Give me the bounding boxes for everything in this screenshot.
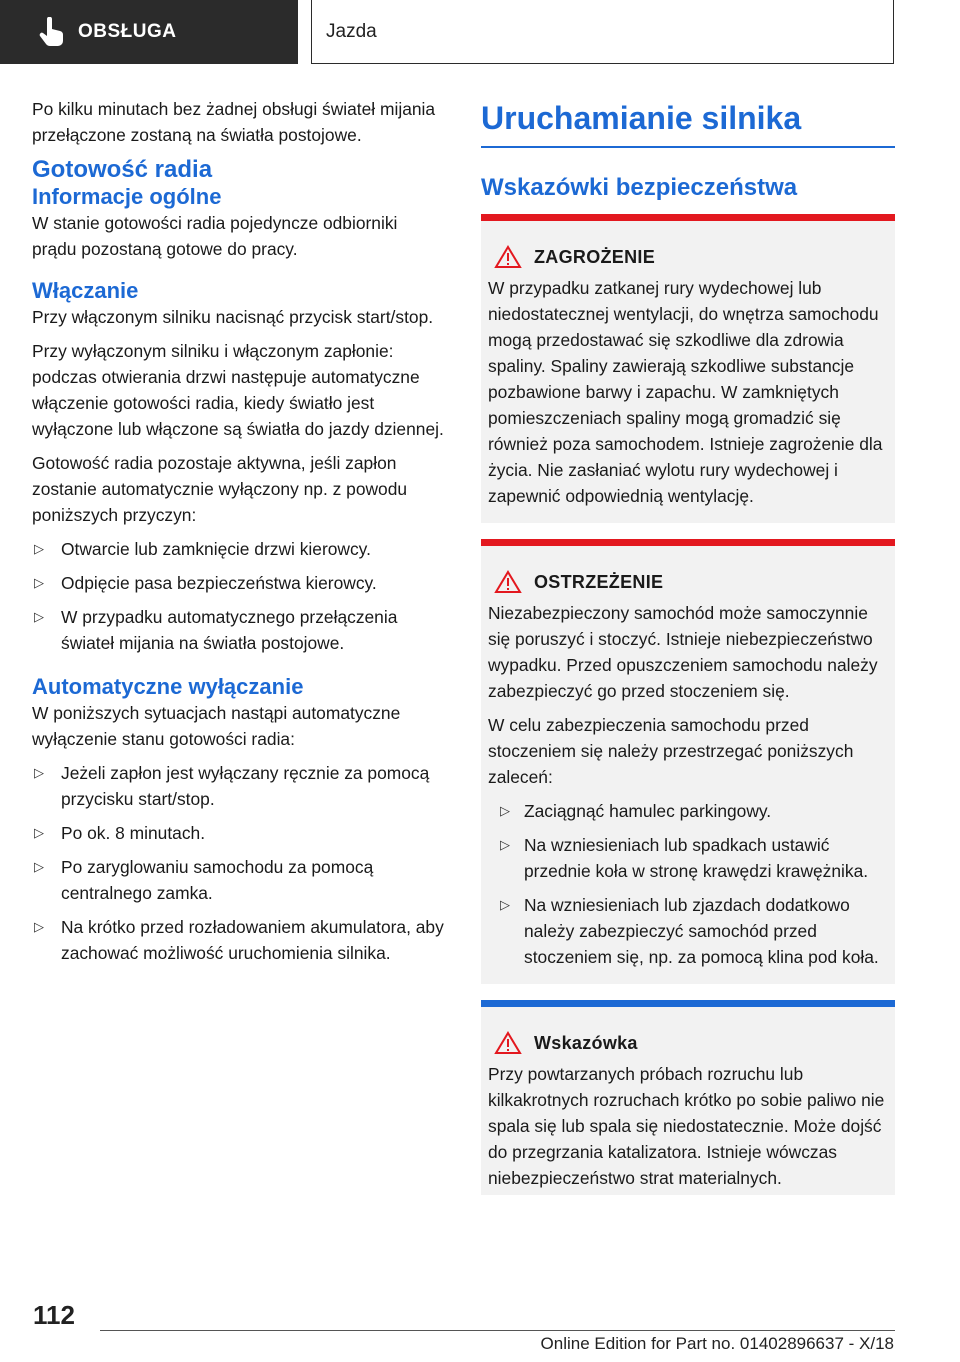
right-column <box>481 100 895 1211</box>
triangle-bullet-icon: ▷ <box>500 803 510 818</box>
triangle-bullet-icon: ▷ <box>34 825 44 840</box>
list-item: ▷ Jeżeli zapłon jest wyłączany ręcznie za pomocą przycisku start/stop. <box>32 760 444 812</box>
warning-box <box>481 539 895 984</box>
footer-divider <box>100 1330 895 1331</box>
warning-triangle-icon <box>494 570 522 594</box>
engine-start-heading: Uruchamianie silnika <box>481 100 895 148</box>
switch-on-p3: Gotowość radia pozostaje aktywna, jeśli zapłon zostanie automatycznie wyłączony np. z powodu poniższych przyczyn: <box>32 453 408 525</box>
danger-box <box>481 214 895 523</box>
intro-paragraph: Po kilku minutach bez żadnej obsługi świateł mijania przełączone zostaną na światła postojowe. <box>32 99 436 145</box>
general-info-text: W stanie gotowości radia pojedyncze odbiorniki prądu pozostaną gotowe do pracy. <box>32 213 398 259</box>
list-item: ▷ Otwarcie lub zamknięcie drzwi kierowcy. <box>32 536 444 562</box>
list-item: ▷ Zaciągnąć hamulec parkingowy. <box>488 798 887 824</box>
chapter-tab[interactable] <box>311 0 894 64</box>
auto-off-list <box>32 760 444 966</box>
list-item: ▷ Odpięcie pasa bezpieczeństwa kierowcy. <box>32 570 444 596</box>
triangle-bullet-icon: ▷ <box>500 897 510 912</box>
warning-triangle-icon <box>494 1031 522 1055</box>
edition-footer: Online Edition for Part no. 01402896637 - X/18 <box>540 1334 894 1353</box>
note-text: Przy powtarzanych próbach rozruchu lub kilkakrotnych rozruchach krótko po sobie paliwo nie spala się lub spala się niedostatecznie. Może dojść do przegrzania katalizatora. Istnieje wówczas niebezpieczeństwo strat materialnych. <box>488 1064 885 1188</box>
auto-off-heading: Automatyczne wyłączanie <box>32 674 304 699</box>
general-info-heading: Informacje ogólne <box>32 184 222 209</box>
switch-on-list <box>32 536 444 656</box>
warning-text-2: W celu zabezpieczenia samochodu przed stoczeniem się należy przestrzegać poniższych zaleceń: <box>488 715 854 787</box>
triangle-bullet-icon: ▷ <box>34 765 44 780</box>
triangle-bullet-icon: ▷ <box>34 859 44 874</box>
note-title: Wskazówka <box>534 1032 638 1053</box>
list-item: ▷ W przypadku automatycznego przełączenia świateł mijania na światła postojowe. <box>32 604 444 656</box>
list-item: ▷ Po zaryglowaniu samochodu za pomocą centralnego zamka. <box>32 854 444 906</box>
switch-on-heading: Włączanie <box>32 278 139 303</box>
triangle-bullet-icon: ▷ <box>34 919 44 934</box>
triangle-bullet-icon: ▷ <box>34 575 44 590</box>
chapter-tab-label: Jazda <box>326 20 377 42</box>
safety-heading: Wskazówki bezpieczeństwa <box>481 174 798 201</box>
section-tab-label: OBSŁUGA <box>78 21 177 42</box>
page-number: 112 <box>33 1300 75 1330</box>
list-item: ▷ Na krótko przed rozładowaniem akumulatora, aby zachować możliwość uruchomienia silnika. <box>32 914 444 966</box>
danger-title: ZAGROŻENIE <box>534 246 656 267</box>
list-item: ▷ Po ok. 8 minutach. <box>32 820 444 846</box>
warning-triangle-icon <box>494 245 522 269</box>
list-item: ▷ Na wzniesieniach lub spadkach ustawić przednie koła w stronę krawędzi krawężnika. <box>488 832 887 884</box>
warning-list <box>488 798 887 970</box>
switch-on-p2: Przy wyłączonym silniku i włączonym zapłonie: podczas otwierania drzwi następuje automatyczne włączenie gotowości radia, kiedy światło jest wyłączone lub włączone są światła do jazdy dziennej. <box>32 341 444 439</box>
hand-pointer-icon <box>38 17 66 47</box>
danger-text: W przypadku zatkanej rury wydechowej lub niedostatecznej wentylacji, do wnętrza samochodu mogą przedostawać się szkodliwe dla zdrowia spaliny. Spaliny zawierają szkodliwe substancje pozbawione barwy i zapachu. W zamkniętych pomieszczeniach spaliny mogą gromadzić się również poza samochodem. Istnieje zagrożenie dla życia. Nie zasłaniać wylotu rury wydechowej i zapewnić odpowiednią wentylację. <box>488 278 883 506</box>
triangle-bullet-icon: ▷ <box>500 837 510 852</box>
list-item: ▷ Na wzniesieniach lub zjazdach dodatkowo należy zabezpieczyć samochód przed stoczeniem się, np. za pomocą klina pod koła. <box>488 892 887 970</box>
auto-off-text: W poniższych sytuacjach nastąpi automatyczne wyłączenie stanu gotowości radia: <box>32 703 401 749</box>
switch-on-p1: Przy włączonym silniku nacisnąć przycisk start/stop. <box>32 307 434 327</box>
warning-text-1: Niezabezpieczony samochód może samoczynnie się poruszyć i stoczyć. Istnieje niebezpieczeństwo wypadku. Przed opuszczeniem samochodu należy zabezpieczyć go przed stoczeniem się. <box>488 603 878 701</box>
section-tab[interactable] <box>0 0 298 64</box>
left-column <box>32 96 444 974</box>
triangle-bullet-icon: ▷ <box>34 541 44 556</box>
triangle-bullet-icon: ▷ <box>34 609 44 624</box>
warning-title: OSTRZEŻENIE <box>534 571 664 592</box>
note-box <box>481 1000 895 1195</box>
radio-readiness-heading: Gotowość radia <box>32 156 213 183</box>
